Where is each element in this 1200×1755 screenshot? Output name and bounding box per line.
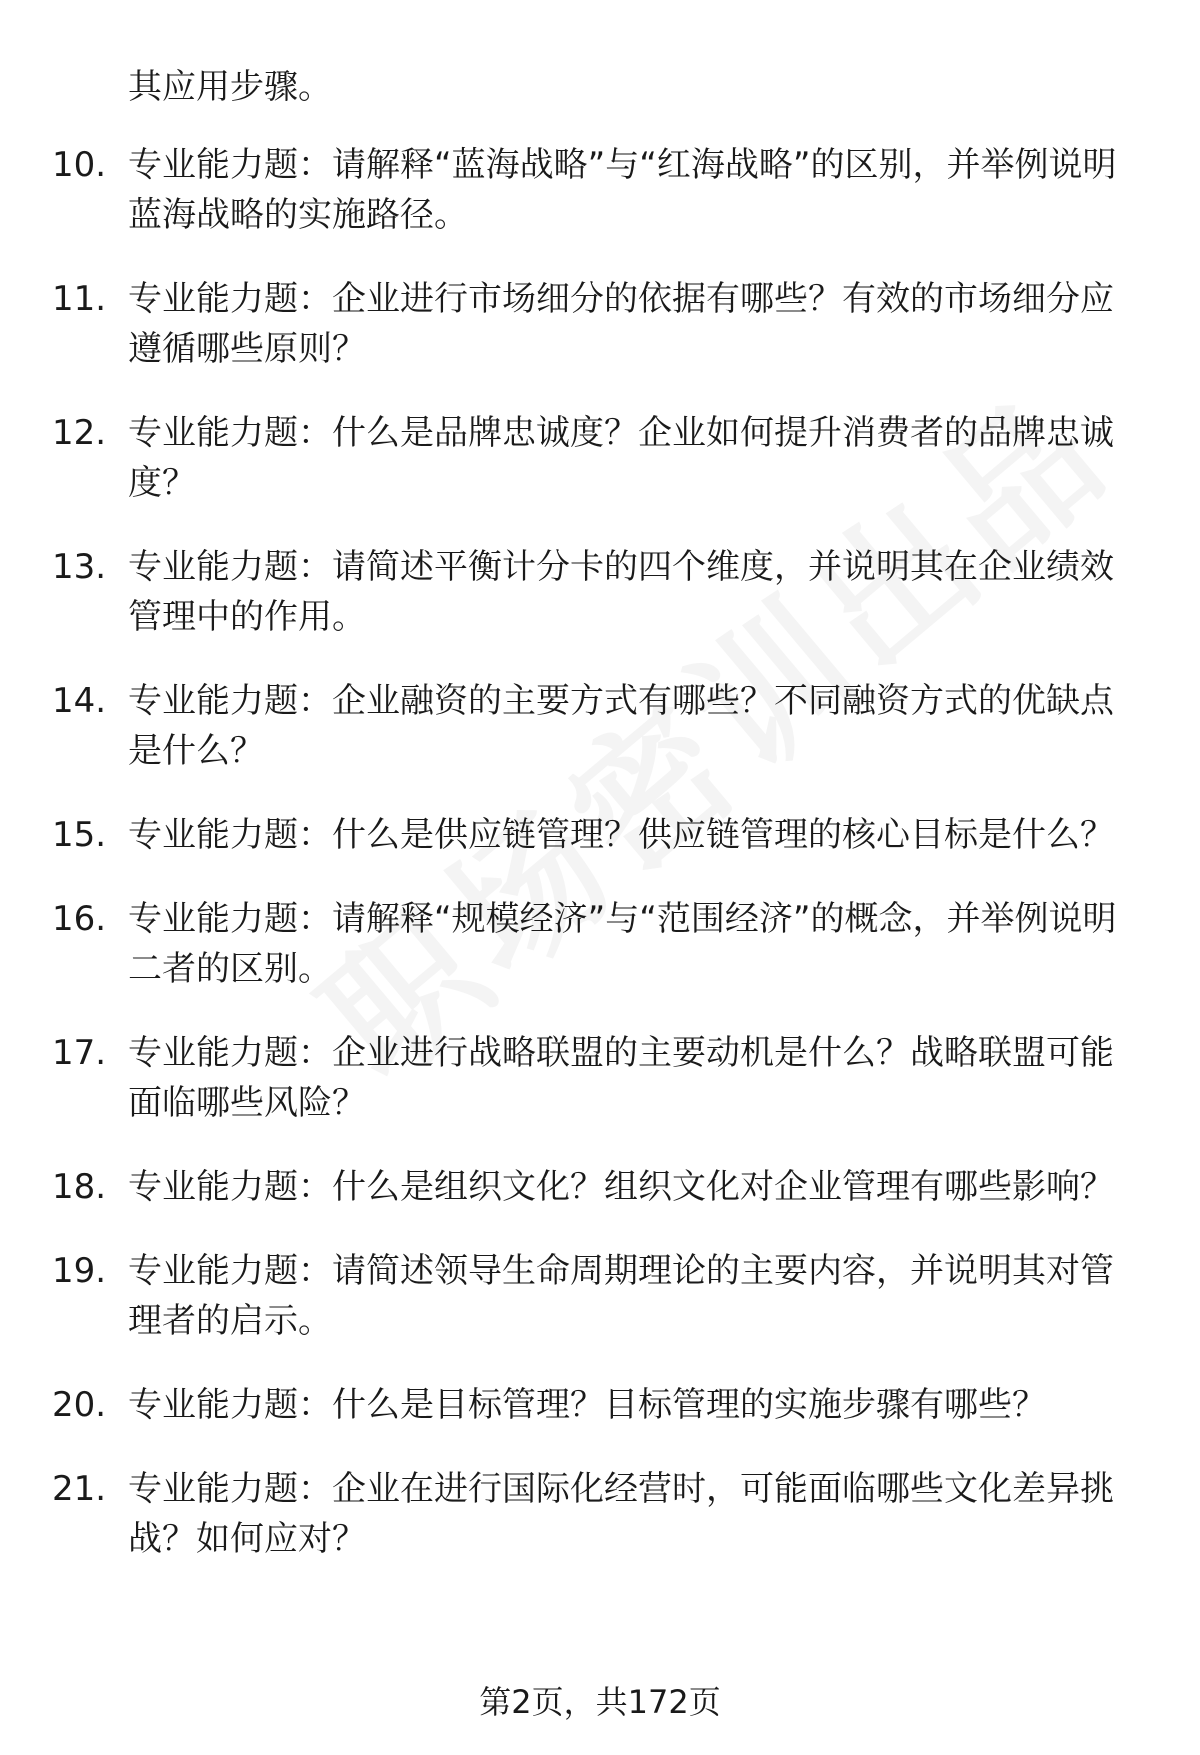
- question-item: [0, 274, 1200, 374]
- question-text: 专业能力题：企业进行战略联盟的主要动机是什么？战略联盟可能面临哪些风险？: [128, 1033, 1114, 1123]
- question-text: 专业能力题：企业融资的主要方式有哪些？不同融资方式的优缺点是什么？: [128, 681, 1114, 771]
- question-number: 10.: [52, 145, 107, 185]
- question-text: 专业能力题：请简述平衡计分卡的四个维度，并说明其在企业绩效管理中的作用。: [128, 547, 1114, 637]
- question-number: 14.: [52, 681, 107, 721]
- question-item: [0, 1380, 1200, 1430]
- question-item: [0, 1464, 1200, 1564]
- question-number: 19.: [52, 1251, 107, 1291]
- question-item: [0, 408, 1200, 508]
- question-item: [0, 676, 1200, 776]
- question-text: 专业能力题：请解释“蓝海战略”与“红海战略”的区别，并举例说明蓝海战略的实施路径。: [128, 145, 1117, 235]
- question-text: 专业能力题：请解释“规模经济”与“范围经济”的概念，并举例说明二者的区别。: [128, 899, 1117, 989]
- continued-text: 其应用步骤。: [128, 67, 332, 107]
- question-item: [0, 140, 1200, 240]
- question-item: [0, 1162, 1200, 1212]
- question-text: 专业能力题：企业在进行国际化经营时，可能面临哪些文化差异挑战？如何应对？: [128, 1469, 1114, 1559]
- question-number: 17.: [52, 1033, 107, 1073]
- question-number: 12.: [52, 413, 107, 453]
- question-number: 13.: [52, 547, 107, 587]
- question-number: 21.: [52, 1469, 107, 1509]
- question-number: 18.: [52, 1167, 107, 1207]
- question-text: 专业能力题：什么是供应链管理？供应链管理的核心目标是什么？: [128, 815, 1114, 855]
- question-text: 专业能力题：什么是品牌忠诚度？企业如何提升消费者的品牌忠诚度？: [128, 413, 1114, 503]
- question-number: 16.: [52, 899, 107, 939]
- question-number: 11.: [52, 279, 107, 319]
- question-number: 20.: [52, 1385, 107, 1425]
- page-footer: 第2页，共172页: [479, 1683, 721, 1721]
- question-item: [0, 542, 1200, 642]
- question-number: 15.: [52, 815, 107, 855]
- question-item: [0, 1246, 1200, 1346]
- question-text: 专业能力题：什么是组织文化？组织文化对企业管理有哪些影响？: [128, 1167, 1114, 1207]
- question-item: [0, 1028, 1200, 1128]
- question-text: 专业能力题：什么是目标管理？目标管理的实施步骤有哪些？: [128, 1385, 1046, 1425]
- question-item: [0, 810, 1200, 860]
- question-text: 专业能力题：企业进行市场细分的依据有哪些？有效的市场细分应遵循哪些原则？: [128, 279, 1114, 369]
- question-list: [0, 140, 1200, 1598]
- question-text: 专业能力题：请简述领导生命周期理论的主要内容，并说明其对管理者的启示。: [128, 1251, 1114, 1341]
- question-item: [0, 894, 1200, 994]
